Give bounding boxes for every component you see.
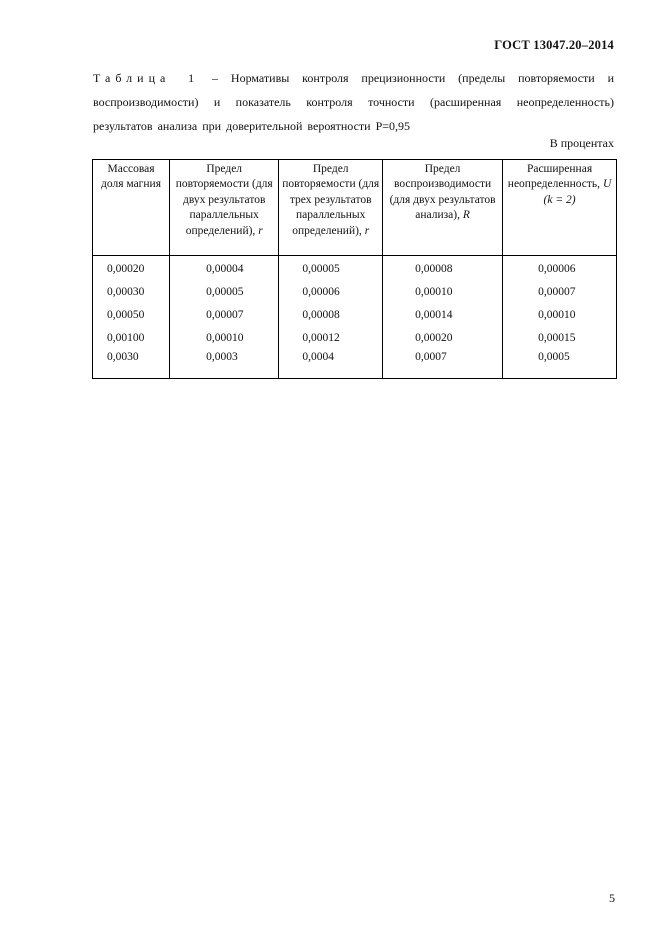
cell-mass-fraction: 0,00030	[93, 280, 170, 303]
cell-repeatability-two: 0,00010	[170, 326, 279, 349]
cell-repeatability-three: 0,0004	[279, 349, 383, 379]
cell-repeatability-three: 0,00008	[279, 303, 383, 326]
header-repeatability-three-text	[281, 162, 381, 239]
header-reproducibility-symbol: R	[462, 209, 470, 222]
table-row	[93, 326, 617, 349]
table-row	[93, 303, 617, 326]
cell-repeatability-two: 0,0003	[170, 349, 279, 379]
cell-mass-fraction: 0,00050	[93, 303, 170, 326]
cell-mass-fraction: 0,0030	[93, 349, 170, 379]
cell-uncertainty: 0,00006	[503, 256, 617, 281]
table-row	[93, 349, 617, 379]
header-reproducibility-label: Предел воспроизводимости (для двух результатов анализа),	[389, 163, 496, 222]
cell-uncertainty: 0,00015	[503, 326, 617, 349]
cell-uncertainty: 0,00007	[503, 280, 617, 303]
header-mass-fraction	[93, 160, 170, 256]
cell-reproducibility: 0,0007	[383, 349, 503, 379]
cell-repeatability-two: 0,00005	[170, 280, 279, 303]
table-caption	[93, 66, 614, 138]
header-repeatability-two	[170, 160, 279, 256]
table-header-row	[93, 160, 617, 256]
header-repeatability-two-label: Предел повторяемости (для двух результатов параллельных определений),	[175, 163, 273, 237]
table-row	[93, 256, 617, 281]
cell-repeatability-three: 0,00006	[279, 280, 383, 303]
table-caption-lead: Таблица 1	[93, 71, 200, 85]
cell-repeatability-three: 0,00005	[279, 256, 383, 281]
table-row	[93, 280, 617, 303]
cell-reproducibility: 0,00020	[383, 326, 503, 349]
header-repeatability-two-symbol: r	[258, 224, 263, 237]
document-header: ГОСТ 13047.20–2014	[494, 38, 614, 52]
cell-reproducibility: 0,00014	[383, 303, 503, 326]
header-uncertainty-text	[504, 162, 616, 208]
header-reproducibility	[383, 160, 503, 256]
cell-repeatability-two: 0,00007	[170, 303, 279, 326]
header-repeatability-three-symbol: r	[364, 224, 370, 237]
header-uncertainty-symbol: U (k = 2)	[543, 178, 612, 206]
cell-repeatability-two: 0,00004	[170, 256, 279, 281]
header-repeatability-three	[279, 160, 383, 256]
cell-uncertainty: 0,0005	[503, 349, 617, 379]
header-reproducibility-text	[383, 162, 502, 224]
cell-uncertainty: 0,00010	[503, 303, 617, 326]
header-mass-fraction-text: Массовая доля магния	[101, 163, 162, 191]
header-uncertainty	[503, 160, 617, 256]
cell-mass-fraction: 0,00100	[93, 326, 170, 349]
cell-repeatability-three: 0,00012	[279, 326, 383, 349]
cell-reproducibility: 0,00010	[383, 280, 503, 303]
cell-mass-fraction: 0,00020	[93, 256, 170, 281]
header-repeatability-three-label: Предел повторяемости (для трех результатов параллельных определений),	[282, 163, 380, 237]
cell-reproducibility: 0,00008	[383, 256, 503, 281]
page-number: 5	[609, 891, 615, 905]
norms-table	[92, 159, 617, 379]
header-repeatability-two-text	[174, 162, 274, 239]
units-note: В процентах	[549, 136, 614, 150]
table-caption-text: – Нормативы контроля прецизионности (пределы повторяемости и воспроизводимости) и показатель контроля точности (расширенная неопределенность) результатов анализа при доверительной вероятности Р=0,95	[93, 71, 614, 133]
header-uncertainty-label: Расширенная неопределенность,	[507, 163, 603, 191]
